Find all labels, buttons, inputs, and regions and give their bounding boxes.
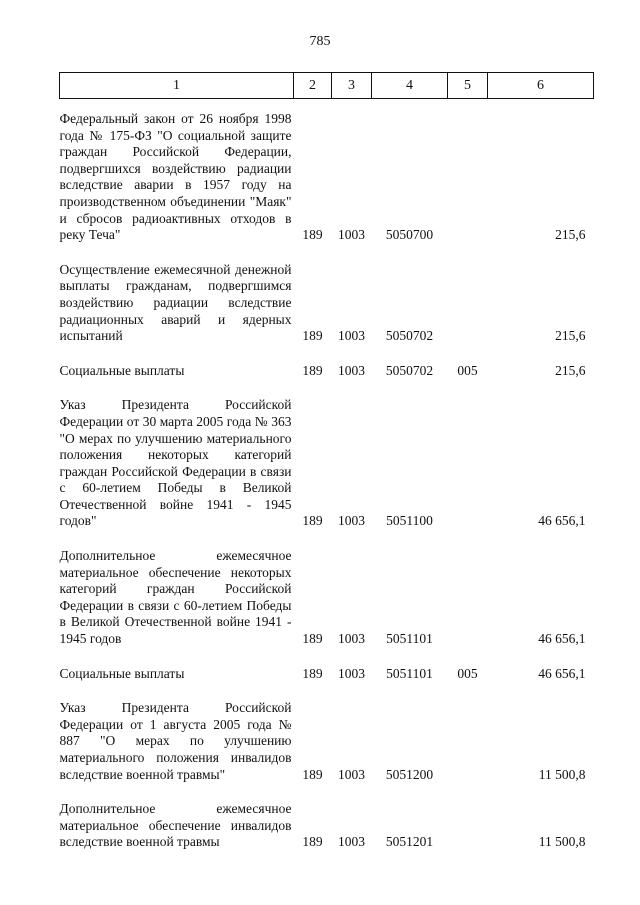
row-col2: 189 (302, 766, 323, 782)
row-col3: 1003 (338, 631, 365, 647)
row-col5 (448, 379, 488, 530)
table-row (60, 345, 594, 380)
row-col2: 189 (302, 834, 323, 850)
row-col5: 005 (457, 362, 478, 378)
row-col2: 189 (302, 328, 323, 344)
row-col4: 5051200 (385, 766, 434, 782)
column-header-1: 1 (60, 73, 294, 99)
row-col5 (448, 530, 488, 648)
column-header-2: 2 (294, 73, 332, 99)
row-col4: 5050702 (385, 328, 434, 344)
row-col3: 1003 (338, 362, 365, 378)
table-header-row (60, 73, 594, 99)
row-amount: 215,6 (555, 328, 586, 344)
row-amount: 46 656,1 (538, 631, 586, 647)
row-amount: 215,6 (555, 362, 586, 378)
row-description: Социальные выплаты (59, 362, 185, 378)
row-col5 (448, 99, 488, 244)
table-row (60, 244, 594, 345)
row-description: Дополнительное ежемесячное материальное обеспечение инвалидов вследствие военной травмы (59, 801, 292, 850)
row-description: Указ Президента Российской Федерации от 30 марта 2005 года № 363 "О мерах по улучшению материального положения некоторых категорий граждан Российской Федерации в связи с 60-летием Победы в Великой Отечественной войне 1941 - 1945 годов" (59, 397, 292, 529)
table-row (60, 530, 594, 648)
row-description: Федеральный закон от 26 ноября 1998 года № 175-ФЗ "О социальной защите граждан Российской Федерации, подвергшихся воздействию радиации вследствие аварии в 1957 году на производственном объединении "Маяк" и сбросов радиоактивных отходов в реку Теча" (59, 111, 292, 243)
row-col3: 1003 (338, 834, 365, 850)
row-col4: 5050700 (385, 227, 434, 243)
row-col3: 1003 (338, 665, 365, 681)
table-row (60, 783, 594, 851)
page-number: 785 (309, 34, 331, 49)
row-col2: 189 (302, 513, 323, 529)
row-col4: 5050702 (385, 362, 434, 378)
row-col2: 189 (302, 362, 323, 378)
row-description: Осуществление ежемесячной денежной выплаты гражданам, подвергшимся воздействию радиации вследствие радиационных аварий и ядерных испытаний (59, 261, 292, 344)
row-amount: 46 656,1 (538, 665, 586, 681)
column-header-3: 3 (332, 73, 372, 99)
column-header-4: 4 (372, 73, 448, 99)
row-col4: 5051101 (386, 665, 433, 681)
table-row (60, 648, 594, 683)
column-header-5: 5 (448, 73, 488, 99)
row-col4: 5051201 (385, 834, 434, 850)
row-amount: 11 500,8 (538, 834, 586, 850)
table-row (60, 682, 594, 783)
row-col4: 5051101 (386, 631, 433, 647)
row-amount: 46 656,1 (538, 513, 586, 529)
table-row (60, 99, 594, 244)
row-col2: 189 (302, 631, 323, 647)
row-col2: 189 (302, 665, 323, 681)
column-header-6: 6 (488, 73, 594, 99)
row-col4: 5051100 (386, 513, 433, 529)
row-amount: 11 500,8 (538, 766, 586, 782)
row-col5 (448, 783, 488, 851)
row-amount: 215,6 (555, 227, 586, 243)
row-col5: 005 (457, 665, 478, 681)
row-description: Социальные выплаты (59, 665, 185, 681)
row-col2: 189 (302, 227, 323, 243)
row-col3: 1003 (338, 227, 365, 243)
row-description: Указ Президента Российской Федерации от 1 августа 2005 года № 887 "О мерах по улучшению материального положения инвалидов вследствие военной травмы" (59, 700, 292, 782)
row-col3: 1003 (338, 513, 365, 529)
row-col3: 1003 (338, 766, 365, 782)
table-row (60, 379, 594, 530)
row-description: Дополнительное ежемесячное материальное обеспечение некоторых категорий граждан Российской Федерации в связи с 60-летием Победы в Великой Отечественной войне 1941 - 1945 годов (59, 548, 292, 647)
row-col5 (448, 244, 488, 345)
budget-table (59, 72, 594, 851)
row-col5 (448, 682, 488, 783)
row-col3: 1003 (338, 328, 365, 344)
